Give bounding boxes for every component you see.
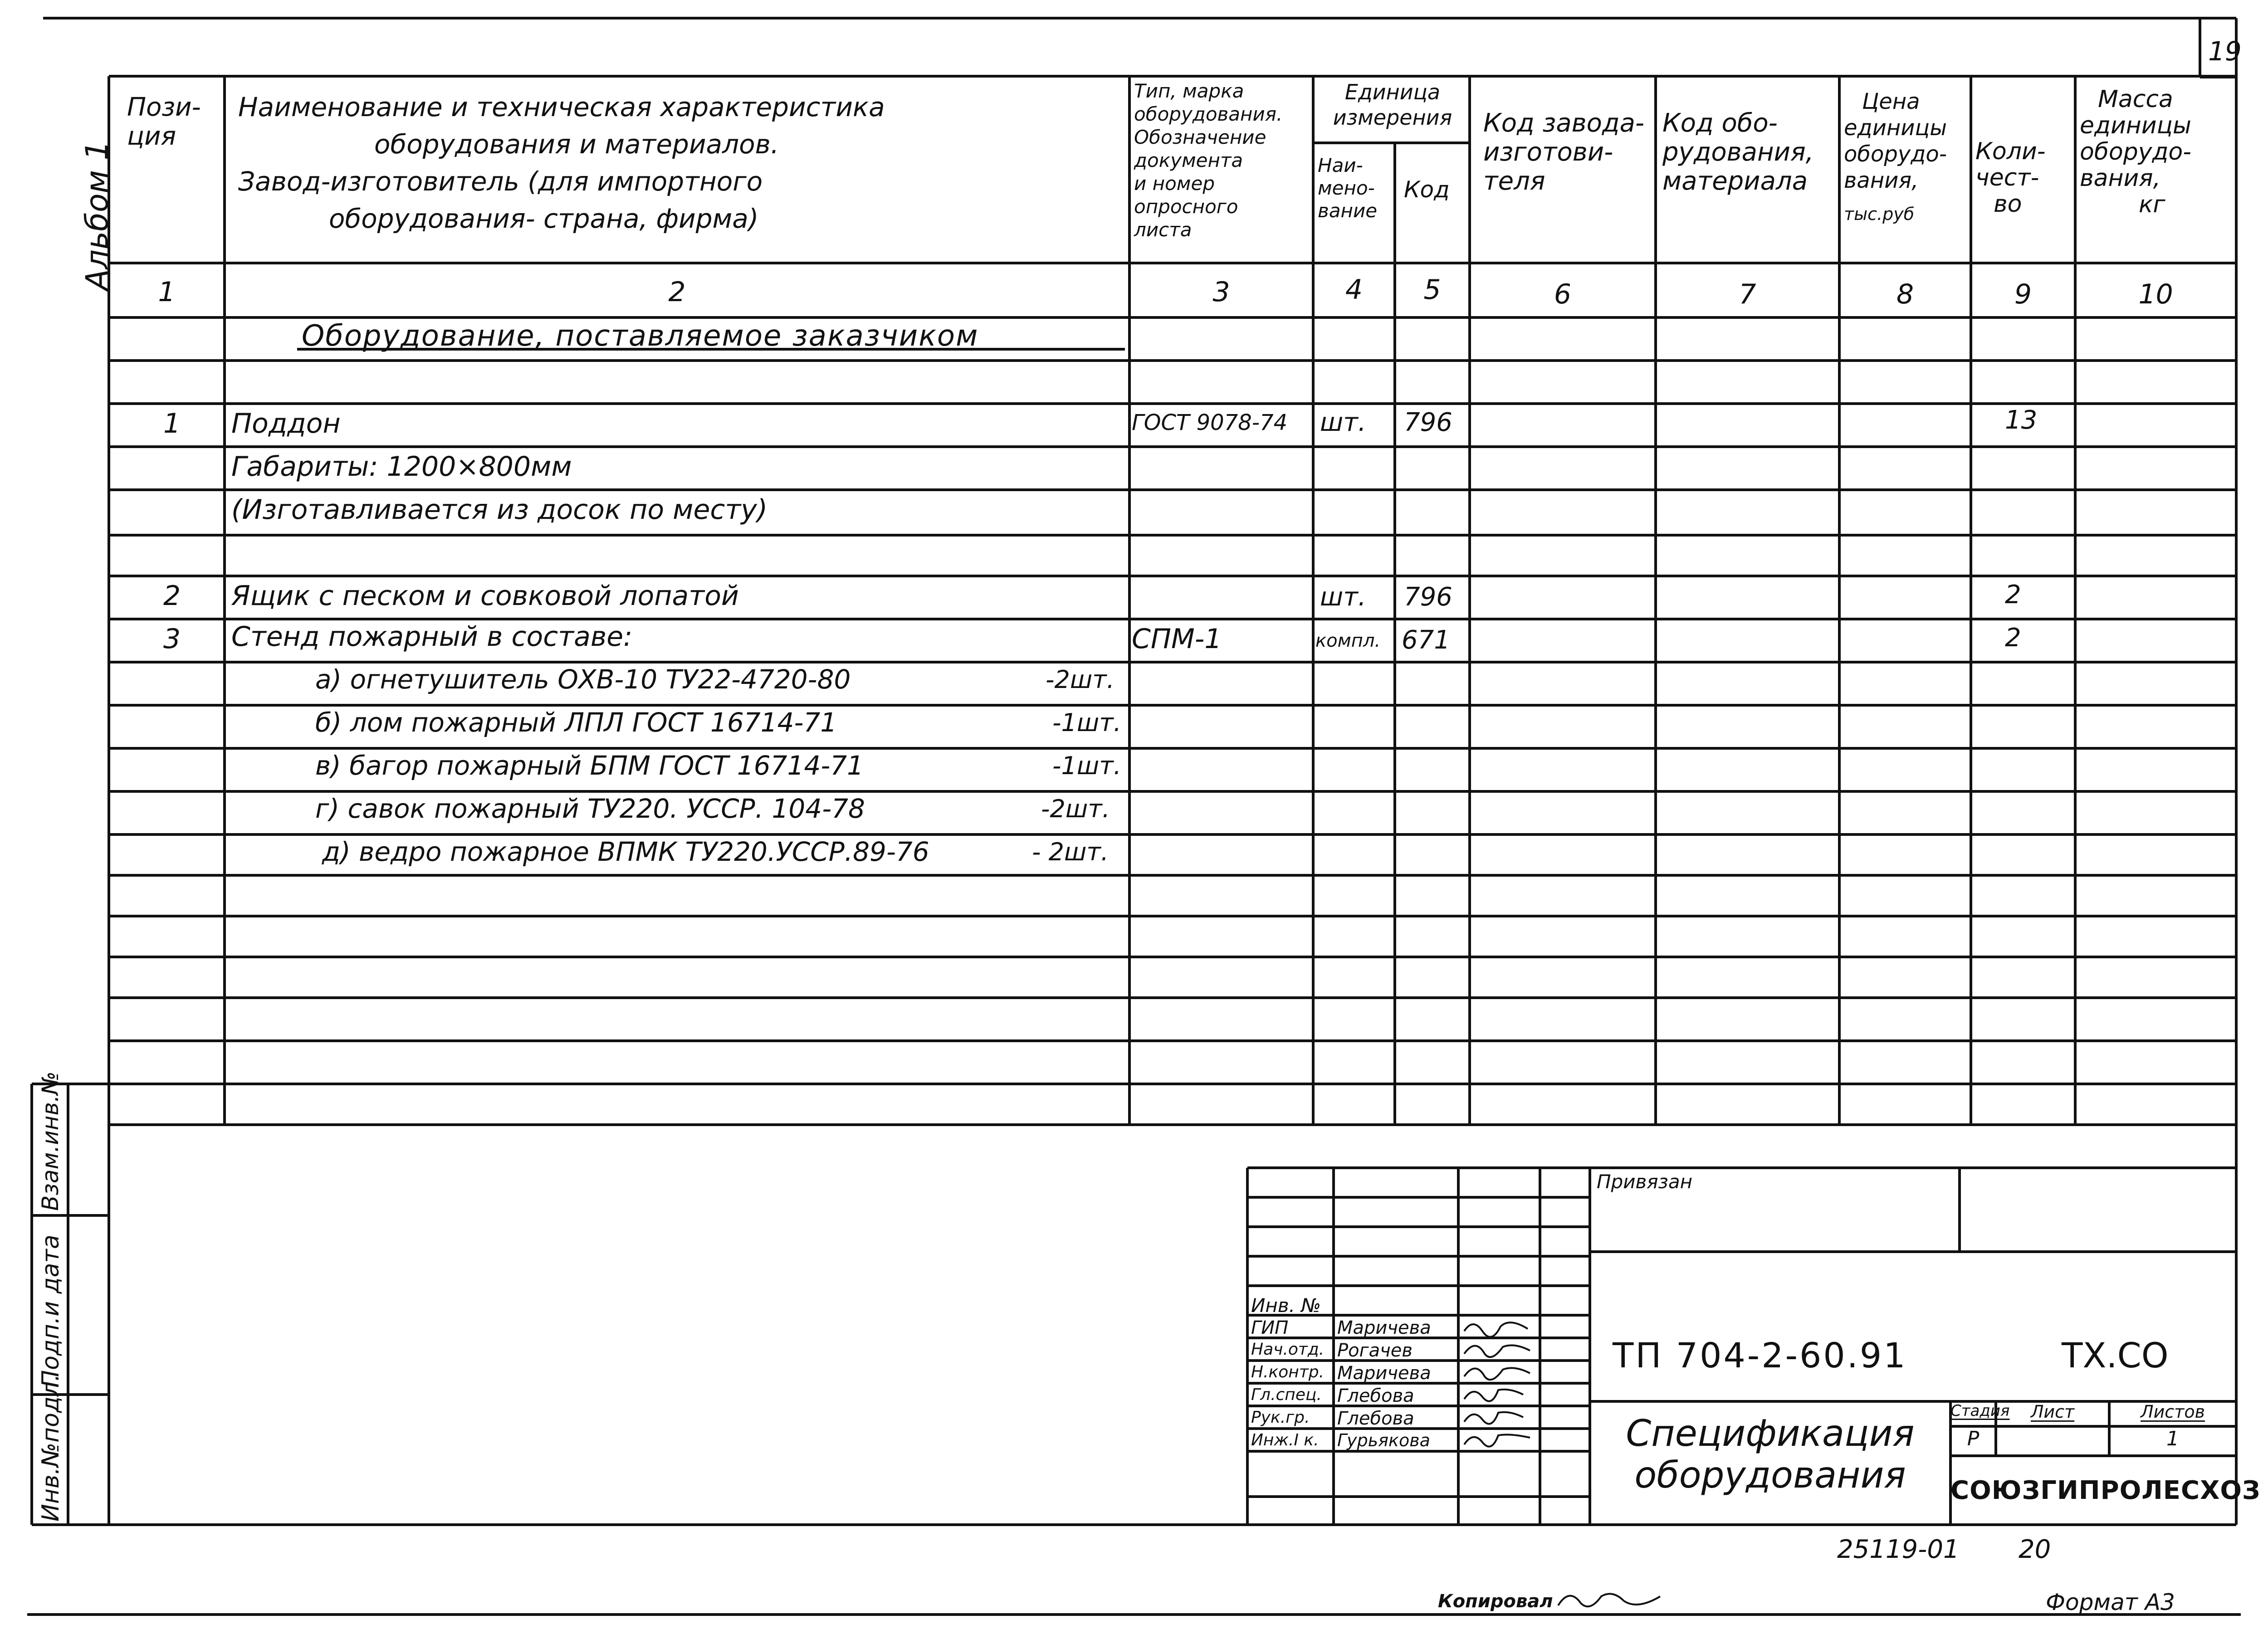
row5-qty: 2 bbox=[2005, 623, 2021, 653]
row3-name: (Изготавливается из досок по месту) bbox=[231, 494, 768, 526]
stamp-role-3: Н.контр. bbox=[1251, 1363, 1325, 1381]
subitem-d-count: -2шт. bbox=[1041, 795, 1110, 823]
section-title: Оборудование, поставляемое заказчиком bbox=[302, 319, 979, 353]
signature-marks bbox=[1461, 1313, 1542, 1454]
colnum-1: 1 bbox=[158, 276, 176, 308]
row5-name: Стенд пожарный в составе: bbox=[231, 621, 633, 653]
subitem-e: д) ведро пожарное ВПМК ТУ220.УССР.89-76 bbox=[322, 836, 929, 867]
stamp-stage-label: Стадия bbox=[1950, 1402, 2010, 1420]
row5-type: СПМ-1 bbox=[1132, 623, 1222, 655]
header-col5: Код bbox=[1404, 176, 1450, 203]
subitem-c: в) багор пожарный БПМ ГОСТ 16714-71 bbox=[315, 750, 864, 781]
row1-code: 796 bbox=[1404, 408, 1452, 437]
stamp-sheet-label: Лист bbox=[2030, 1402, 2075, 1422]
stamp-title: Спецификация оборудования bbox=[1626, 1412, 1915, 1496]
album-label: Альбом 1 bbox=[79, 141, 115, 290]
row1-qty: 13 bbox=[2005, 405, 2038, 435]
stamp-name-5: Глебова bbox=[1337, 1408, 1414, 1429]
subitem-d: г) савок пожарный ТУ220. УССР. 104-78 bbox=[315, 793, 865, 824]
header-col10: Масса единицы оборудо- вания, кг bbox=[2080, 86, 2192, 218]
copied-label: Копировал bbox=[1438, 1591, 1553, 1612]
row2-name: Габариты: 1200×800мм bbox=[231, 451, 572, 483]
row4-name: Ящик с песком и совковой лопатой bbox=[231, 580, 739, 612]
header-col8: Цена единицы оборудо- вания, тыс.руб bbox=[1844, 89, 1947, 224]
stamp-name-4: Глебова bbox=[1337, 1385, 1414, 1406]
page-number: 19 bbox=[2208, 36, 2242, 67]
stamp-sheets-label: Листов bbox=[2141, 1402, 2205, 1422]
stamp-role-4: Гл.спец. bbox=[1251, 1385, 1322, 1404]
colnum-6: 6 bbox=[1554, 278, 1572, 310]
stamp-role-6: Инж.I к. bbox=[1251, 1431, 1319, 1449]
stamp-name-3: Маричева bbox=[1337, 1363, 1431, 1384]
subitem-e-count: - 2шт. bbox=[1032, 838, 1109, 866]
colnum-8: 8 bbox=[1896, 278, 1914, 310]
colnum-7: 7 bbox=[1739, 278, 1756, 310]
row1-pos: 1 bbox=[163, 408, 181, 439]
subitem-b-count: -1шт. bbox=[1052, 708, 1121, 737]
colnum-9: 9 bbox=[2014, 278, 2032, 310]
row4-unit: шт. bbox=[1320, 582, 1366, 612]
stamp-role-1: ГИП bbox=[1251, 1317, 1289, 1338]
row5-code: 671 bbox=[1402, 625, 1450, 655]
row1-type: ГОСТ 9078-74 bbox=[1132, 410, 1288, 435]
subitem-c-count: -1шт. bbox=[1052, 751, 1121, 780]
stamp-name-1: Маричева bbox=[1337, 1317, 1431, 1338]
strip-vzam-inv: Взам.инв.№ bbox=[37, 1071, 64, 1211]
stamp-stage: Р bbox=[1967, 1427, 1980, 1450]
row4-pos: 2 bbox=[163, 580, 181, 612]
stamp-doc-suffix: ТХ.СО bbox=[2062, 1335, 2169, 1376]
subitem-b: б) лом пожарный ЛПЛ ГОСТ 16714-71 bbox=[315, 707, 837, 738]
stamp-name-2: Рогачев bbox=[1337, 1340, 1413, 1361]
stamp-name-6: Гурьякова bbox=[1337, 1430, 1430, 1450]
colnum-10: 10 bbox=[2138, 278, 2173, 310]
header-col7: Код обо- рудования, материала bbox=[1662, 108, 1814, 196]
header-col9: Коли- чест- во bbox=[1975, 138, 2046, 218]
stamp-org: СОЮЗГИПРОЛЕСХОЗ bbox=[1950, 1476, 2261, 1505]
bottom-code: 25119-01 bbox=[1837, 1535, 1960, 1564]
header-col3: Тип, марка оборудования. Обозначение документа и номер опросного листа bbox=[1134, 80, 1283, 241]
colnum-2: 2 bbox=[668, 276, 686, 308]
format-label: Формат А3 bbox=[2046, 1589, 2175, 1615]
header-col6: Код завода- изготови- теля bbox=[1483, 108, 1645, 196]
strip-inv-podl: Инв.№подл. bbox=[37, 1374, 64, 1522]
strip-podp-data: Подп.и дата bbox=[37, 1234, 64, 1388]
stamp-role-5: Рук.гр. bbox=[1251, 1408, 1310, 1427]
row5-unit: компл. bbox=[1315, 630, 1381, 651]
stamp-inv-no: Инв. № bbox=[1251, 1294, 1321, 1317]
bottom-num: 20 bbox=[2019, 1535, 2051, 1564]
header-col1: Пози- ция bbox=[127, 93, 201, 151]
subitem-a: а) огнетушитель ОХВ-10 ТУ22-4720-80 bbox=[315, 664, 851, 695]
colnum-4: 4 bbox=[1345, 274, 1363, 306]
header-col2: Наименование и техническая характеристика оборудования и материалов. Завод-изготовитель (для импортного оборудования- страна, фирма) bbox=[238, 92, 885, 234]
colnum-3: 3 bbox=[1212, 276, 1230, 308]
row1-name: Поддон bbox=[231, 408, 341, 439]
stamp-role-2: Нач.отд. bbox=[1251, 1340, 1325, 1359]
colnum-5: 5 bbox=[1423, 274, 1441, 306]
stamp-bound: Привязан bbox=[1597, 1171, 1693, 1193]
row4-qty: 2 bbox=[2005, 580, 2021, 610]
copied-signature bbox=[1556, 1587, 1665, 1615]
header-col4: Наи- мено- вание bbox=[1318, 154, 1378, 222]
row4-code: 796 bbox=[1404, 582, 1452, 612]
header-unit-group: Единица измерения bbox=[1333, 80, 1452, 130]
row1-unit: шт. bbox=[1320, 408, 1366, 437]
stamp-sheets: 1 bbox=[2166, 1427, 2179, 1450]
row5-pos: 3 bbox=[163, 623, 181, 655]
stamp-doc-code: ТП 704-2-60.91 bbox=[1613, 1335, 1907, 1376]
subitem-a-count: -2шт. bbox=[1046, 665, 1114, 694]
